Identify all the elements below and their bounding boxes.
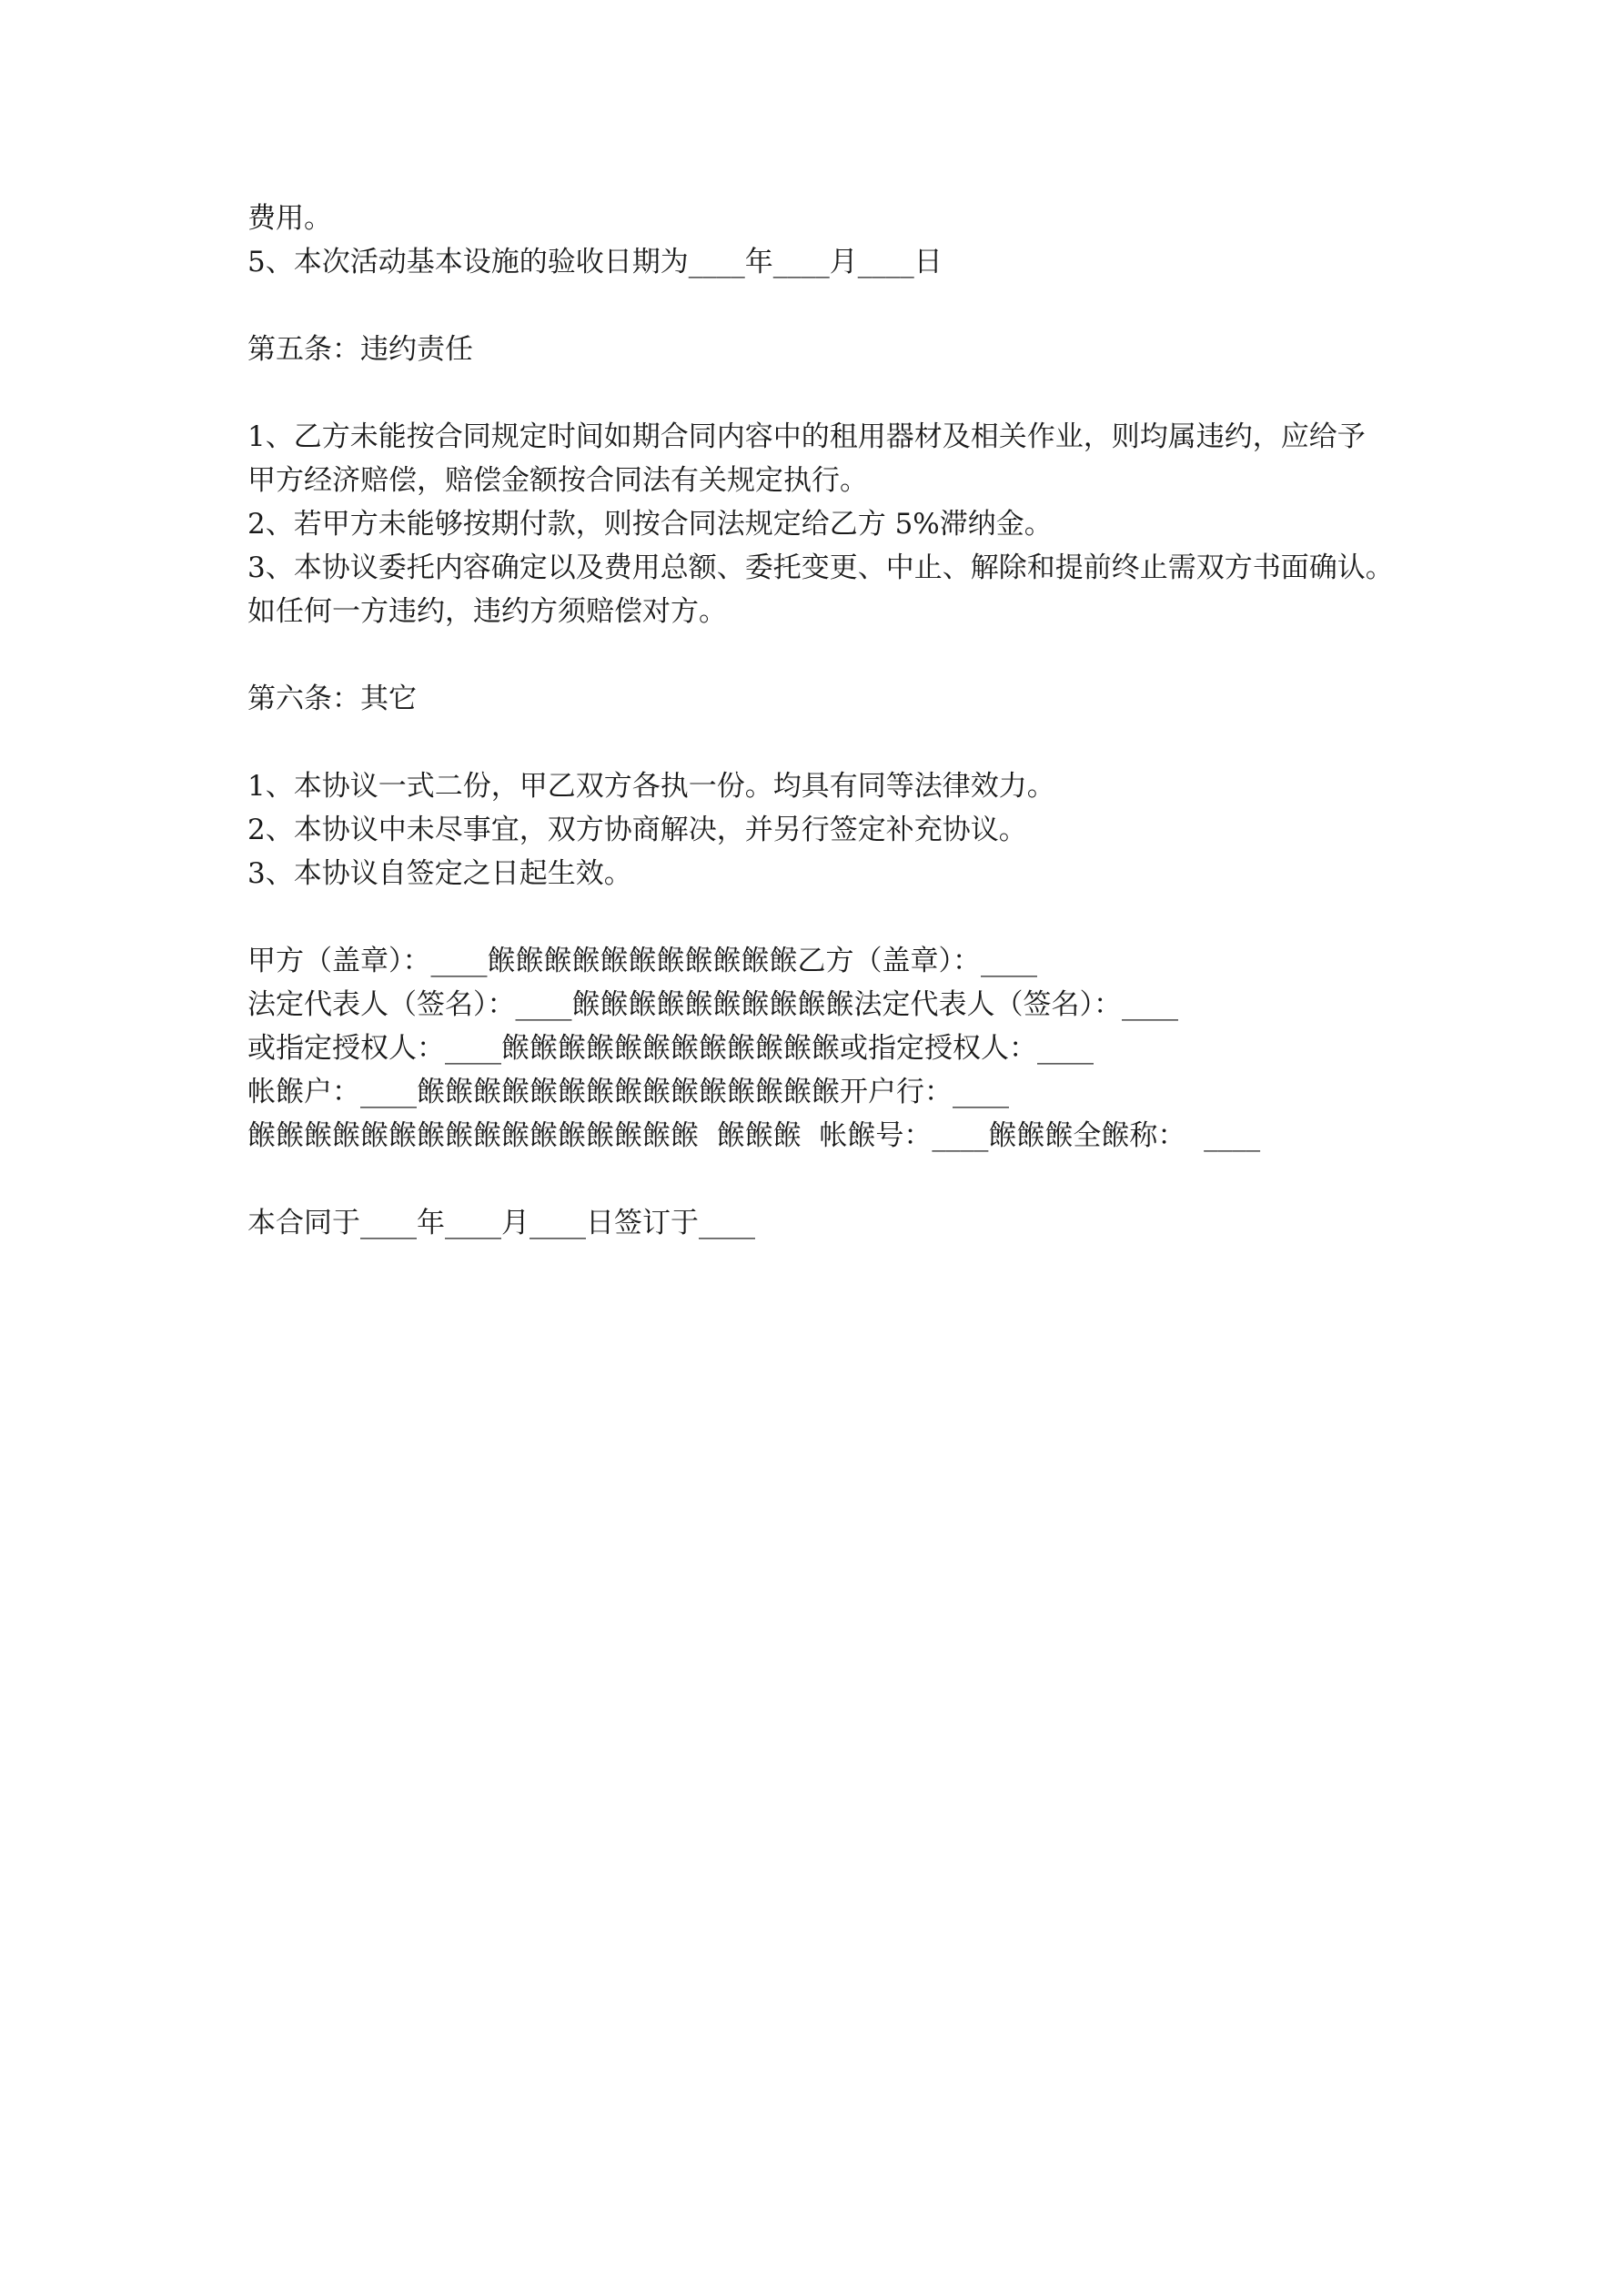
paragraph-gap [247, 371, 1394, 415]
paragraph-breach-liability [247, 415, 1394, 633]
paragraph-other-terms [247, 764, 1394, 895]
section-heading-article-6 [247, 677, 1394, 721]
signature-line: 甲方（盖章）：____餱餱餱餱餱餱餱餱餱餱餱乙方（盖章）：____ [247, 945, 1037, 977]
document-body [247, 197, 1394, 1245]
signature-line: 餱餱餱餱餱餱餱餱餱餱餱餱餱餱餱餱 餱餱餱 帐餱号：____餱餱餱全餱称： ____ [247, 1119, 1261, 1152]
text-line: 2、本协议中未尽事宜，双方协商解决，并另行签定补充协议。 [247, 814, 1027, 846]
paragraph-gap [247, 721, 1394, 764]
signature-block [247, 939, 1394, 1158]
section-title: 第五条：违约责任 [247, 333, 473, 366]
paragraph-gap [247, 1158, 1394, 1201]
signature-line: 法定代表人（签名）：____餱餱餱餱餱餱餱餱餱餱法定代表人（签名）：____ [247, 988, 1178, 1021]
signature-line: 或指定授权人：____餱餱餱餱餱餱餱餱餱餱餱餱或指定授权人：____ [247, 1032, 1094, 1065]
text-line: 2、若甲方未能够按期付款，则按合同法规定给乙方 5%滞纳金。 [247, 508, 1053, 541]
text-line: 1、乙方未能按合同规定时间如期合同内容中的租用器材及相关作业，则均属违约，应给予 [247, 420, 1366, 453]
text-line: 甲方经济赔偿，赔偿金额按合同法有关规定执行。 [247, 464, 868, 497]
paragraph-gap [247, 633, 1394, 677]
text-line: 费用。 [247, 202, 332, 235]
section-heading-article-5 [247, 328, 1394, 371]
text-line: 本合同于____年____月____日签订于____ [247, 1207, 755, 1239]
paragraph-gap [247, 284, 1394, 328]
text-line: 1、本协议一式二份，甲乙双方各执一份。均具有同等法律效力。 [247, 770, 1055, 803]
section-title: 第六条：其它 [247, 683, 417, 715]
text-line: 5、本次活动基本设施的验收日期为____年____月____日 [247, 246, 943, 278]
signature-line: 帐餱户：____餱餱餱餱餱餱餱餱餱餱餱餱餱餱餱开户行：____ [247, 1076, 1009, 1108]
text-line: 3、本协议委托内容确定以及费用总额、委托变更、中止、解除和提前终止需双方书面确认。 [247, 551, 1394, 584]
paragraph-fee-and-acceptance [247, 197, 1394, 284]
paragraph-gap [247, 895, 1394, 939]
text-line: 3、本协议自签定之日起生效。 [247, 857, 632, 890]
text-line: 如任何一方违约，违约方须赔偿对方。 [247, 595, 727, 628]
signing-date-line [247, 1201, 1394, 1245]
